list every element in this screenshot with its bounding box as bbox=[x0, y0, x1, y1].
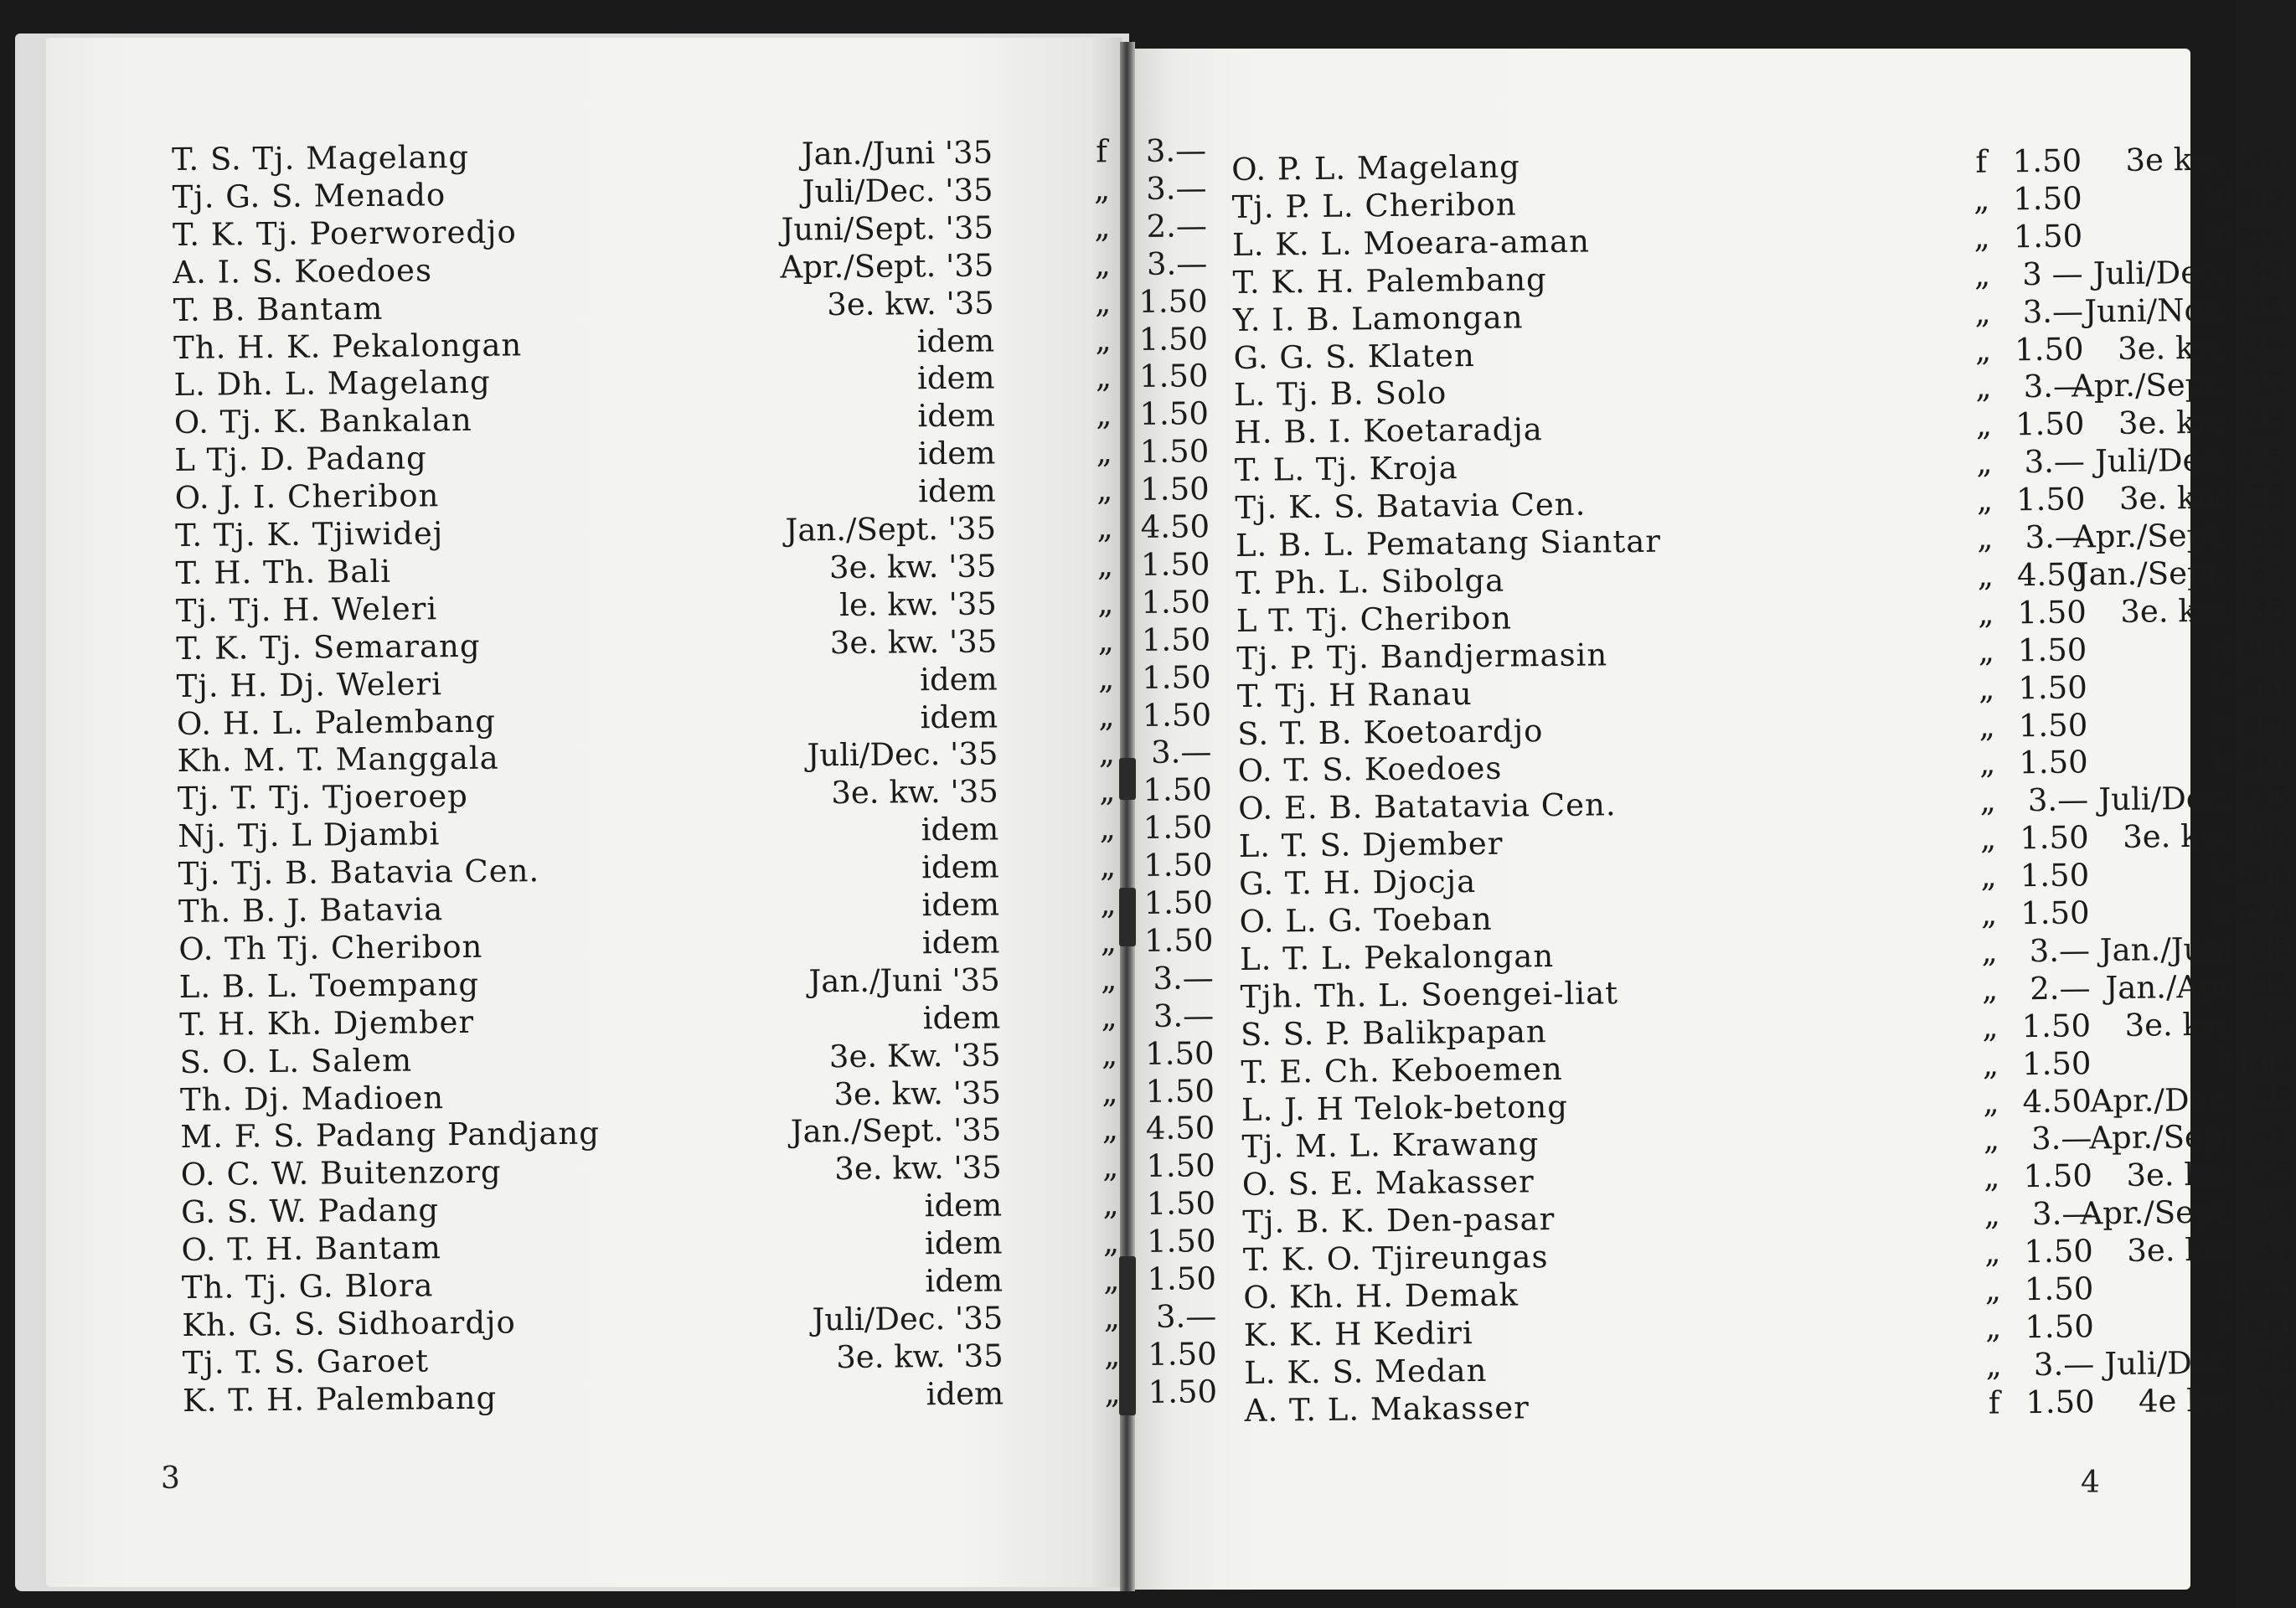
entry-period: Jan./Juni '35 bbox=[2099, 930, 2292, 969]
entry-currency: „ bbox=[1980, 895, 1998, 932]
entry-period: 3e. kw. '35 bbox=[2127, 1230, 2295, 1269]
entry-period: Apr./Sept. '35 bbox=[2071, 366, 2286, 405]
entry-currency: „ bbox=[1985, 1347, 2003, 1384]
entry-name: O. L. G. Toeban bbox=[1239, 900, 1493, 940]
entry-period: idem bbox=[920, 698, 998, 735]
entry-currency: „ bbox=[1976, 482, 1994, 518]
entry-amount: 1.50 bbox=[1142, 658, 1211, 696]
entry-name: Tjh. Th. L. Soengei-liat bbox=[1240, 975, 1619, 1015]
entry-period: Jan./Juni '35 bbox=[808, 961, 1000, 1000]
entry-name: T. H. Kh. Djember bbox=[179, 1003, 475, 1043]
entry-amount: 3.— bbox=[2029, 932, 2091, 969]
entry-currency: „ bbox=[1980, 858, 1997, 894]
entry-period: 3e. Kw. '35 bbox=[828, 1037, 1001, 1075]
entry-amount: 1.50 bbox=[2018, 668, 2087, 706]
entry-amount: 1.50 bbox=[1139, 395, 1210, 433]
entry-name: Tj. H. Dj. Weleri bbox=[176, 665, 443, 704]
entry-name: L. K. S. Medan bbox=[1244, 1352, 1488, 1391]
entry-currency: „ bbox=[1976, 444, 1993, 481]
entry-amount: 1.50 bbox=[1140, 546, 1210, 583]
entry-name: L. Tj. B. Solo bbox=[1233, 374, 1447, 414]
entry-amount: 1.50 bbox=[2021, 1044, 2092, 1082]
entry-name: Th. B. J. Batavia bbox=[178, 891, 444, 930]
entry-currency: „ bbox=[1103, 1299, 1121, 1336]
entry-amount: 3.— bbox=[1150, 734, 1212, 771]
entry-amount: 1.50 bbox=[1143, 922, 1214, 959]
entry-currency: „ bbox=[1100, 960, 1117, 997]
entry-amount: 1.50 bbox=[1138, 320, 1209, 358]
entry-amount: 1.50 bbox=[2014, 330, 2084, 368]
entry-currency: „ bbox=[1979, 745, 1996, 782]
entry-amount: 4.50 bbox=[2022, 1082, 2092, 1120]
entry-period: 3e kw. '35 bbox=[2125, 140, 2283, 178]
entry-amount: 2.— bbox=[2029, 970, 2091, 1007]
entry-amount: 1.50 bbox=[1143, 809, 1213, 847]
entry-name: Tj. Tj. H. Weleri bbox=[175, 590, 438, 629]
entry-amount: 3 — bbox=[2022, 255, 2083, 292]
page-number: 3 bbox=[161, 1461, 180, 1496]
entry-amount: 1.50 bbox=[2020, 819, 2089, 857]
entry-amount: 1.50 bbox=[2021, 1008, 2092, 1044]
entry-amount: 3.— bbox=[1153, 997, 1215, 1034]
entry-period: idem bbox=[919, 661, 998, 698]
entry-currency: „ bbox=[1979, 707, 1996, 745]
entry-amount: 1.50 bbox=[1148, 1373, 1218, 1410]
entry-period: 3e. kw. '35 bbox=[836, 1337, 1004, 1375]
entry-currency: „ bbox=[1094, 209, 1111, 245]
entry-currency: „ bbox=[1099, 848, 1117, 884]
entry-period: idem bbox=[2217, 1306, 2295, 1343]
entry-period: Jan./Sept. '35 bbox=[785, 510, 997, 549]
entry-name: T. K. Tj. Semarang bbox=[176, 627, 481, 667]
entry-name: L. K. L. Moeara-aman bbox=[1231, 223, 1591, 263]
entry-period: Apr./Sept. '35 bbox=[2072, 516, 2288, 555]
entry-amount: 1.50 bbox=[2025, 1308, 2094, 1346]
entry-name: G. S. W. Padang bbox=[180, 1192, 440, 1231]
entry-period: Jan./Apr '35 bbox=[2105, 967, 2292, 1006]
entry-currency: „ bbox=[1981, 933, 1998, 970]
entry-name: T. S. Tj. Magelang bbox=[172, 138, 470, 178]
entry-period: idem bbox=[916, 359, 995, 397]
entry-amount: 3.— bbox=[2025, 518, 2087, 556]
entry-name: T. K. H. Palembang bbox=[1232, 260, 1547, 301]
entry-period: idem bbox=[922, 999, 1001, 1036]
entry-name: T. L. Tj. Kroja bbox=[1234, 450, 1458, 489]
entry-currency: „ bbox=[1975, 406, 1993, 444]
entry-amount: 1.50 bbox=[1139, 433, 1210, 471]
entry-amount: 1.50 bbox=[1141, 621, 1211, 658]
entry-name: Kh. G. S. Sidhoardjo bbox=[182, 1304, 516, 1343]
entry-amount: 3.— bbox=[2030, 1120, 2092, 1157]
entry-period: 3e. kw. '35 bbox=[833, 1074, 1002, 1112]
entry-currency: „ bbox=[1983, 1083, 1999, 1121]
entry-name: T. H. Th. Bali bbox=[175, 553, 392, 591]
entry-amount: 1.50 bbox=[1146, 1147, 1215, 1185]
entry-currency: „ bbox=[1102, 1111, 1119, 1147]
entry-period: idem bbox=[2206, 215, 2284, 253]
entry-name: L. T. L. Pekalongan bbox=[1239, 937, 1555, 977]
entry-amount: 1.50 bbox=[1142, 696, 1212, 734]
entry-amount: 1.50 bbox=[2013, 180, 2082, 218]
entry-currency: „ bbox=[1984, 1271, 2002, 1308]
entry-name: K. T. H. Palembang bbox=[182, 1379, 498, 1419]
entry-period: idem bbox=[921, 811, 999, 848]
entry-amount: 1.50 bbox=[2020, 857, 2090, 894]
entry-period: 3e. kw. '35 bbox=[827, 285, 994, 322]
entry-amount: 1.50 bbox=[1146, 1223, 1216, 1260]
entry-period: idem bbox=[921, 848, 999, 886]
entry-name: O. Kh. H. Demak bbox=[1243, 1276, 1519, 1316]
entry-name: K. K. H Kediri bbox=[1243, 1314, 1473, 1353]
entry-name: H. B. I. Koetaradja bbox=[1234, 411, 1544, 451]
entry-period: idem bbox=[2211, 704, 2289, 742]
entry-currency: „ bbox=[1096, 434, 1113, 471]
entry-name: Tj. G. S. Menado bbox=[172, 177, 446, 215]
entry-name: O. T. S. Koedoes bbox=[1237, 750, 1503, 790]
entry-currency: „ bbox=[1974, 219, 1990, 255]
entry-amount: 3.— bbox=[1146, 245, 1208, 282]
entry-name: L. Dh. L. Magelang bbox=[173, 364, 491, 404]
entry-name: O. Th Tj. Cheribon bbox=[178, 928, 483, 967]
entry-currency: „ bbox=[1974, 332, 1992, 368]
entry-currency: „ bbox=[1979, 782, 1996, 819]
entry-period: 3e. kw. '35 bbox=[2117, 328, 2285, 367]
entry-period: idem bbox=[925, 1262, 1004, 1300]
entry-name: Y. I. B. Lamongan bbox=[1232, 298, 1524, 338]
entry-currency: „ bbox=[1097, 585, 1114, 621]
entry-period: idem bbox=[2216, 1268, 2295, 1306]
entry-period: idem bbox=[2205, 178, 2283, 215]
entry-name: Th. H. K. Pekalongan bbox=[173, 326, 523, 366]
entry-name: L. T. S. Djember bbox=[1238, 825, 1504, 865]
entry-period: Apr./Dec. '35 bbox=[2090, 1080, 2293, 1119]
entry-amount: 1.50 bbox=[2017, 594, 2087, 631]
entry-name: Tj. P. L. Cheribon bbox=[1231, 186, 1517, 225]
entry-name: Tj. T. S. Garoet bbox=[182, 1343, 430, 1381]
entry-name: Tj. P. Tj. Bandjermasin bbox=[1236, 636, 1608, 677]
entry-name: T. K. Tj. Poerworedjo bbox=[172, 214, 517, 253]
entry-currency: „ bbox=[1982, 1008, 1999, 1045]
entry-name: T. Tj. H Ranau bbox=[1236, 675, 1473, 714]
entry-name: T. K. O. Tjireungas bbox=[1242, 1239, 1549, 1279]
entry-period: Jan./Sept. '35 bbox=[2076, 554, 2288, 593]
entry-amount: 1.50 bbox=[2017, 631, 2087, 668]
entry-period: Juni/Sept. '35 bbox=[781, 209, 994, 248]
entry-amount: 4.50 bbox=[2016, 556, 2087, 594]
entry-period: idem bbox=[2212, 854, 2291, 892]
entry-period: Juli/Dec. '35 bbox=[802, 172, 993, 210]
entry-currency: „ bbox=[1973, 181, 1990, 218]
entry-name: S. T. B. Koetoardjo bbox=[1237, 712, 1544, 752]
entry-name: O. C. W. Buitenzorg bbox=[180, 1153, 502, 1193]
entry-currency: „ bbox=[1097, 621, 1115, 659]
entry-currency: „ bbox=[1100, 885, 1117, 922]
entry-amount: 4.50 bbox=[1140, 508, 1210, 545]
entry-period: idem bbox=[918, 472, 996, 510]
entry-name: Tj. B. K. Den-pasar bbox=[1242, 1201, 1556, 1241]
entry-name: O. H. L. Palembang bbox=[176, 703, 497, 742]
entry-currency: „ bbox=[1093, 171, 1111, 208]
entry-period: Juli/Dec. '35 bbox=[2098, 780, 2290, 818]
entry-period: 3e. kw. '35 bbox=[2124, 1005, 2293, 1044]
entry-currency: f bbox=[1988, 1384, 2000, 1421]
entry-period: 3e. kw. '35 bbox=[2120, 591, 2288, 630]
entry-currency: „ bbox=[1094, 283, 1112, 320]
entry-currency: „ bbox=[1102, 1224, 1120, 1260]
entry-currency: „ bbox=[1094, 245, 1112, 283]
entry-name: O. P. L. Magelang bbox=[1231, 148, 1521, 188]
entry-currency: „ bbox=[1978, 595, 1994, 631]
entry-currency: „ bbox=[1095, 358, 1112, 395]
entry-amount: 3.— bbox=[2022, 292, 2084, 330]
entry-name: A. T. L. Makasser bbox=[1244, 1389, 1530, 1429]
entry-amount: 1.50 bbox=[2019, 744, 2088, 781]
entry-amount: 1.50 bbox=[2012, 142, 2082, 180]
entry-currency: „ bbox=[1097, 659, 1115, 696]
entry-name: L T. Tj. Cheribon bbox=[1236, 600, 1513, 639]
entry-period: Jan./Sept. '35 bbox=[790, 1111, 1002, 1150]
entry-amount: 3.— bbox=[2031, 1195, 2093, 1233]
entry-amount: 1.50 bbox=[1138, 358, 1209, 395]
entry-name: T. E. Ch. Keboemen bbox=[1241, 1050, 1563, 1090]
entry-period: idem bbox=[921, 924, 1000, 961]
entry-period: 3e. kw. '35 bbox=[2118, 404, 2286, 442]
entry-currency: f bbox=[1975, 143, 1988, 180]
entry-amount: 1.50 bbox=[1146, 1185, 1216, 1223]
entry-currency: „ bbox=[1099, 772, 1116, 809]
entry-amount: 1.50 bbox=[1143, 884, 1214, 921]
entry-period: Juli/Dec. '35 bbox=[812, 1300, 1004, 1338]
entry-name: O. S. E. Makasser bbox=[1241, 1163, 1535, 1203]
entry-name: Kh. M. T. Manggala bbox=[177, 740, 499, 780]
entry-period: 3e. kw. '35 bbox=[831, 773, 999, 812]
entry-period: idem bbox=[2211, 667, 2288, 704]
entry-amount: 1.50 bbox=[2015, 481, 2086, 518]
entry-name: Tj. K. S. Batavia Cen. bbox=[1235, 486, 1587, 527]
entry-name: G. T. H. Djocja bbox=[1238, 863, 1477, 903]
entry-period: 3e. kw. '35 bbox=[2118, 478, 2287, 518]
entry-name: L. J. H Telok-betong bbox=[1241, 1088, 1569, 1128]
entry-currency: „ bbox=[1102, 1073, 1118, 1110]
entry-amount: 2.— bbox=[1146, 208, 1208, 245]
entry-amount: 1.50 bbox=[2024, 1233, 2094, 1270]
entry-amount: 1.50 bbox=[1145, 1072, 1215, 1110]
entry-period: Juli/Dec. '35 bbox=[2094, 441, 2287, 480]
entry-amount: 3.— bbox=[1155, 1298, 1217, 1335]
entry-period: idem bbox=[924, 1187, 1003, 1224]
entry-amount: 1.50 bbox=[1143, 847, 1213, 884]
entry-name: Th. Tj. G. Blora bbox=[181, 1267, 434, 1306]
entry-currency: „ bbox=[1977, 519, 1994, 556]
entry-name: O. Tj. K. Bankalan bbox=[173, 402, 472, 441]
entry-currency: „ bbox=[1102, 1148, 1119, 1185]
entry-currency: „ bbox=[1981, 971, 1999, 1008]
entry-name: S. O. L. Salem bbox=[179, 1042, 413, 1080]
entry-amount: 1.50 bbox=[1148, 1335, 1217, 1373]
entry-amount: 4.50 bbox=[1145, 1110, 1215, 1147]
entry-name: Tj. M. L. Krawang bbox=[1241, 1126, 1540, 1166]
entry-amount: 1.50 bbox=[2018, 706, 2088, 744]
entry-currency: „ bbox=[1096, 396, 1112, 433]
entry-amount: 1.50 bbox=[2015, 405, 2085, 443]
entry-amount: 1.50 bbox=[1143, 771, 1212, 809]
entry-currency: „ bbox=[1983, 1121, 2000, 1158]
entry-name: Nj. Tj. L Djambi bbox=[178, 816, 441, 855]
entry-amount: 1.50 bbox=[2013, 218, 2083, 255]
entry-currency: „ bbox=[1978, 670, 1995, 707]
entry-currency: „ bbox=[1982, 1046, 1999, 1083]
entry-currency: „ bbox=[1095, 321, 1112, 358]
entry-period: Juli/Dec. '35 bbox=[2092, 253, 2284, 291]
entry-name: Tj. Tj. B. Batavia Cen. bbox=[178, 853, 540, 893]
entry-name: O. T. H. Bantam bbox=[181, 1229, 442, 1269]
entry-period: idem bbox=[917, 435, 996, 472]
entry-amount: 1.50 bbox=[2025, 1383, 2095, 1420]
entry-currency: „ bbox=[1104, 1374, 1121, 1411]
entry-currency: „ bbox=[1975, 368, 1992, 406]
entry-currency: „ bbox=[1984, 1234, 2001, 1270]
entry-period: Juli/Dec. '35 bbox=[2104, 1343, 2296, 1382]
entry-currency: „ bbox=[1096, 547, 1114, 584]
entry-amount: 3.— bbox=[1145, 132, 1207, 169]
entry-amount: 3.— bbox=[2024, 443, 2086, 481]
entry-name: Tj. T. Tj. Tjoeroep bbox=[177, 778, 469, 817]
entry-period: 4e kw. '35 bbox=[2138, 1381, 2296, 1420]
entry-name: A. I. S. Koedoes bbox=[173, 251, 433, 291]
entry-currency: „ bbox=[1101, 997, 1117, 1035]
entry-amount: 1.50 bbox=[2020, 894, 2090, 932]
entry-name: L Tj. D. Padang bbox=[174, 440, 427, 479]
entry-amount: 3.— bbox=[2023, 368, 2085, 405]
entry-period: 3e. kw. '35 bbox=[828, 548, 997, 586]
entry-currency: „ bbox=[1096, 472, 1113, 508]
entry-period: Apr./Sept '35 bbox=[2089, 1118, 2293, 1157]
entry-period: idem bbox=[2212, 892, 2291, 930]
entry-currency: „ bbox=[1096, 509, 1113, 546]
entry-period: 3e. kw. '35 bbox=[2126, 1156, 2294, 1194]
entry-name: T. Ph. L. Sibolga bbox=[1236, 562, 1505, 601]
entry-amount: 3.— bbox=[1153, 959, 1214, 997]
entry-currency: „ bbox=[1102, 1186, 1119, 1223]
entry-period: Juni/Nov. '35 bbox=[2084, 291, 2285, 329]
entry-currency: „ bbox=[1098, 734, 1116, 771]
entry-amount: 1.50 bbox=[1147, 1260, 1217, 1297]
entry-currency: „ bbox=[1984, 1309, 2002, 1346]
entry-amount: 3.— bbox=[2027, 781, 2089, 819]
entry-currency: „ bbox=[1984, 1158, 2000, 1195]
entry-currency: „ bbox=[1977, 557, 1994, 594]
entry-period: idem bbox=[2211, 742, 2289, 780]
entry-period: Apr./Sept. '35 bbox=[2080, 1193, 2294, 1232]
entry-name: T. B. Bantam bbox=[173, 290, 384, 328]
entry-period: 3e. kw. '35 bbox=[2122, 817, 2290, 856]
entry-period: idem bbox=[2214, 1043, 2293, 1080]
entry-amount: 1.50 bbox=[1138, 282, 1208, 320]
entry-period: idem bbox=[2210, 629, 2288, 667]
entry-period: idem bbox=[917, 397, 996, 435]
entry-currency: „ bbox=[1979, 820, 1997, 857]
entry-name: Th. Dj. Madioen bbox=[179, 1079, 445, 1118]
entry-period: 3e. kw. '35 bbox=[829, 623, 998, 661]
entry-currency: „ bbox=[1974, 256, 1991, 293]
entry-period: idem bbox=[926, 1375, 1004, 1412]
entry-amount: 1.50 bbox=[1141, 583, 1211, 621]
entry-name: G. G. S. Klaten bbox=[1233, 337, 1475, 376]
entry-period: Jan./Juni '35 bbox=[801, 134, 993, 173]
entry-period: idem bbox=[916, 322, 995, 359]
entry-currency: „ bbox=[1103, 1261, 1120, 1298]
entry-currency: f bbox=[1096, 133, 1108, 170]
entry-currency: „ bbox=[1099, 810, 1116, 847]
entry-name: O. J. I. Cheribon bbox=[174, 477, 440, 517]
entry-name: S. S. P. Balikpapan bbox=[1240, 1013, 1547, 1053]
entry-name: L. B. L. Toempang bbox=[178, 966, 480, 1005]
entry-amount: 3.— bbox=[1146, 170, 1207, 207]
page-number: 4 bbox=[2081, 1466, 2100, 1500]
entry-name: T. Tj. K. Tjiwidej bbox=[174, 515, 444, 554]
entry-currency: „ bbox=[1101, 1035, 1118, 1072]
entry-amount: 3.— bbox=[2033, 1346, 2095, 1383]
entry-period: idem bbox=[924, 1224, 1003, 1262]
entry-period: le. kw. '35 bbox=[838, 585, 998, 623]
entry-currency: „ bbox=[1098, 697, 1115, 734]
entry-currency: „ bbox=[1974, 294, 1991, 331]
entry-name: L. B. L. Pematang Siantar bbox=[1235, 523, 1662, 564]
entry-currency: „ bbox=[1978, 632, 1995, 669]
entry-currency: „ bbox=[1100, 923, 1117, 960]
entry-period: Juli/Dec. '35 bbox=[807, 735, 998, 774]
entry-period: 3e. kw. '35 bbox=[834, 1149, 1002, 1188]
entry-currency: „ bbox=[1984, 1196, 2001, 1233]
entry-amount: 1.50 bbox=[1144, 1034, 1215, 1072]
entry-amount: 1.50 bbox=[2023, 1157, 2093, 1195]
entry-name: O. E. B. Batatavia Cen. bbox=[1238, 786, 1617, 827]
entry-period: Apr./Sept. '35 bbox=[780, 247, 994, 286]
entry-period: idem bbox=[921, 886, 1000, 924]
entry-amount: 1.50 bbox=[1140, 471, 1210, 508]
entry-name: M. F. S. Padang Pandjang bbox=[180, 1115, 601, 1156]
entry-currency: „ bbox=[1103, 1336, 1121, 1374]
entry-amount: 1.50 bbox=[2024, 1270, 2094, 1308]
